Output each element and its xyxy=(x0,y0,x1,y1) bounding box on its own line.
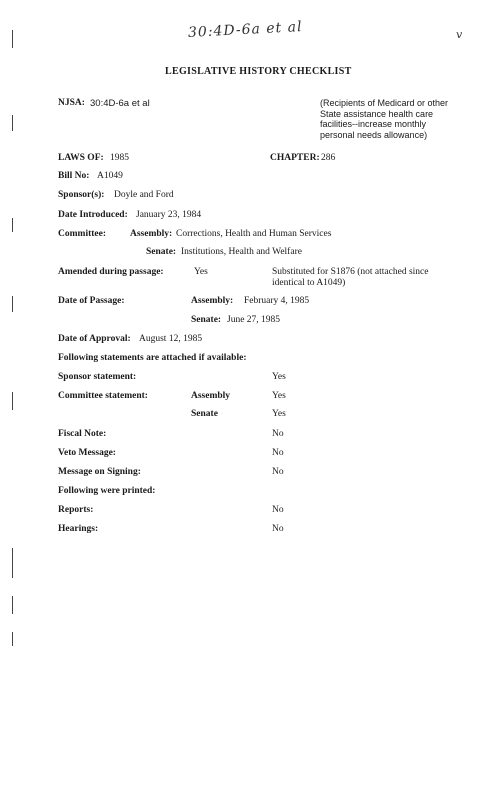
committee-assembly-value: Corrections, Health and Human Services xyxy=(176,229,332,239)
committee-assembly-label: Assembly: xyxy=(130,229,173,239)
handwritten-citation: 30:4D-6a et al xyxy=(187,19,303,41)
margin-mark xyxy=(12,548,13,578)
laws-of-label: LAWS OF: xyxy=(58,153,104,163)
committee-statement-senate-value: Yes xyxy=(272,409,286,419)
njsa-note: (Recipients of Medicard or other State assistance health care facilities--increase monthly personal needs allowance) xyxy=(320,98,449,140)
committee-senate-value: Institutions, Health and Welfare xyxy=(181,247,302,257)
margin-mark xyxy=(12,296,13,312)
hearings-value: No xyxy=(272,524,284,534)
committee-statement-assembly-value: Yes xyxy=(272,391,286,401)
fiscal-note-value: No xyxy=(272,429,284,439)
sponsors-value: Doyle and Ford xyxy=(114,190,174,200)
sponsor-statement-value: Yes xyxy=(272,372,286,382)
njsa-value: 30:4D-6a et al xyxy=(90,98,150,109)
following-printed-heading: Following were printed: xyxy=(58,486,156,496)
sponsor-statement-label: Sponsor statement: xyxy=(58,372,137,382)
reports-value: No xyxy=(272,505,284,515)
veto-message-label: Veto Message: xyxy=(58,448,116,458)
margin-mark xyxy=(12,392,13,410)
handwritten-check: v xyxy=(455,27,464,42)
passage-senate-label: Senate: xyxy=(191,315,222,325)
fiscal-note-label: Fiscal Note: xyxy=(58,429,107,439)
sponsors-label: Sponsor(s): xyxy=(58,190,105,200)
margin-mark xyxy=(12,115,13,131)
njsa-label: NJSA: xyxy=(58,98,85,108)
approval-label: Date of Approval: xyxy=(58,334,131,344)
chapter-value: 286 xyxy=(321,153,336,163)
message-signing-value: No xyxy=(272,467,284,477)
message-signing-label: Message on Signing: xyxy=(58,467,141,477)
committee-label: Committee: xyxy=(58,229,107,239)
chapter-label: CHAPTER: xyxy=(270,153,320,163)
committee-statement-label: Committee statement: xyxy=(58,391,148,401)
passage-label: Date of Passage: xyxy=(58,296,125,306)
approval-value: August 12, 1985 xyxy=(139,334,203,344)
veto-message-value: No xyxy=(272,448,284,458)
margin-mark xyxy=(12,218,13,232)
committee-statement-senate-label: Senate xyxy=(191,409,218,419)
margin-mark xyxy=(12,632,13,646)
date-introduced-value: January 23, 1984 xyxy=(136,210,202,220)
reports-label: Reports: xyxy=(58,505,94,515)
hearings-label: Hearings: xyxy=(58,524,99,534)
margin-mark xyxy=(12,596,13,614)
committee-senate-label: Senate: xyxy=(146,247,177,257)
committee-statement-assembly-label: Assembly xyxy=(191,391,231,401)
amended-value: Yes xyxy=(194,267,208,277)
bill-no-value: A1049 xyxy=(97,171,123,181)
document-title: LEGISLATIVE HISTORY CHECKLIST xyxy=(165,66,352,77)
following-attached-heading: Following statements are attached if available: xyxy=(58,353,247,363)
amended-label: Amended during passage: xyxy=(58,267,164,277)
passage-senate-value: June 27, 1985 xyxy=(227,315,281,325)
margin-mark xyxy=(12,30,13,48)
amended-note: Substituted for S1876 (not attached since identical to A1049) xyxy=(272,267,429,288)
passage-assembly-value: February 4, 1985 xyxy=(244,296,310,306)
laws-of-value: 1985 xyxy=(110,153,129,163)
passage-assembly-label: Assembly: xyxy=(191,296,234,306)
date-introduced-label: Date Introduced: xyxy=(58,210,128,220)
bill-no-label: Bill No: xyxy=(58,171,90,181)
